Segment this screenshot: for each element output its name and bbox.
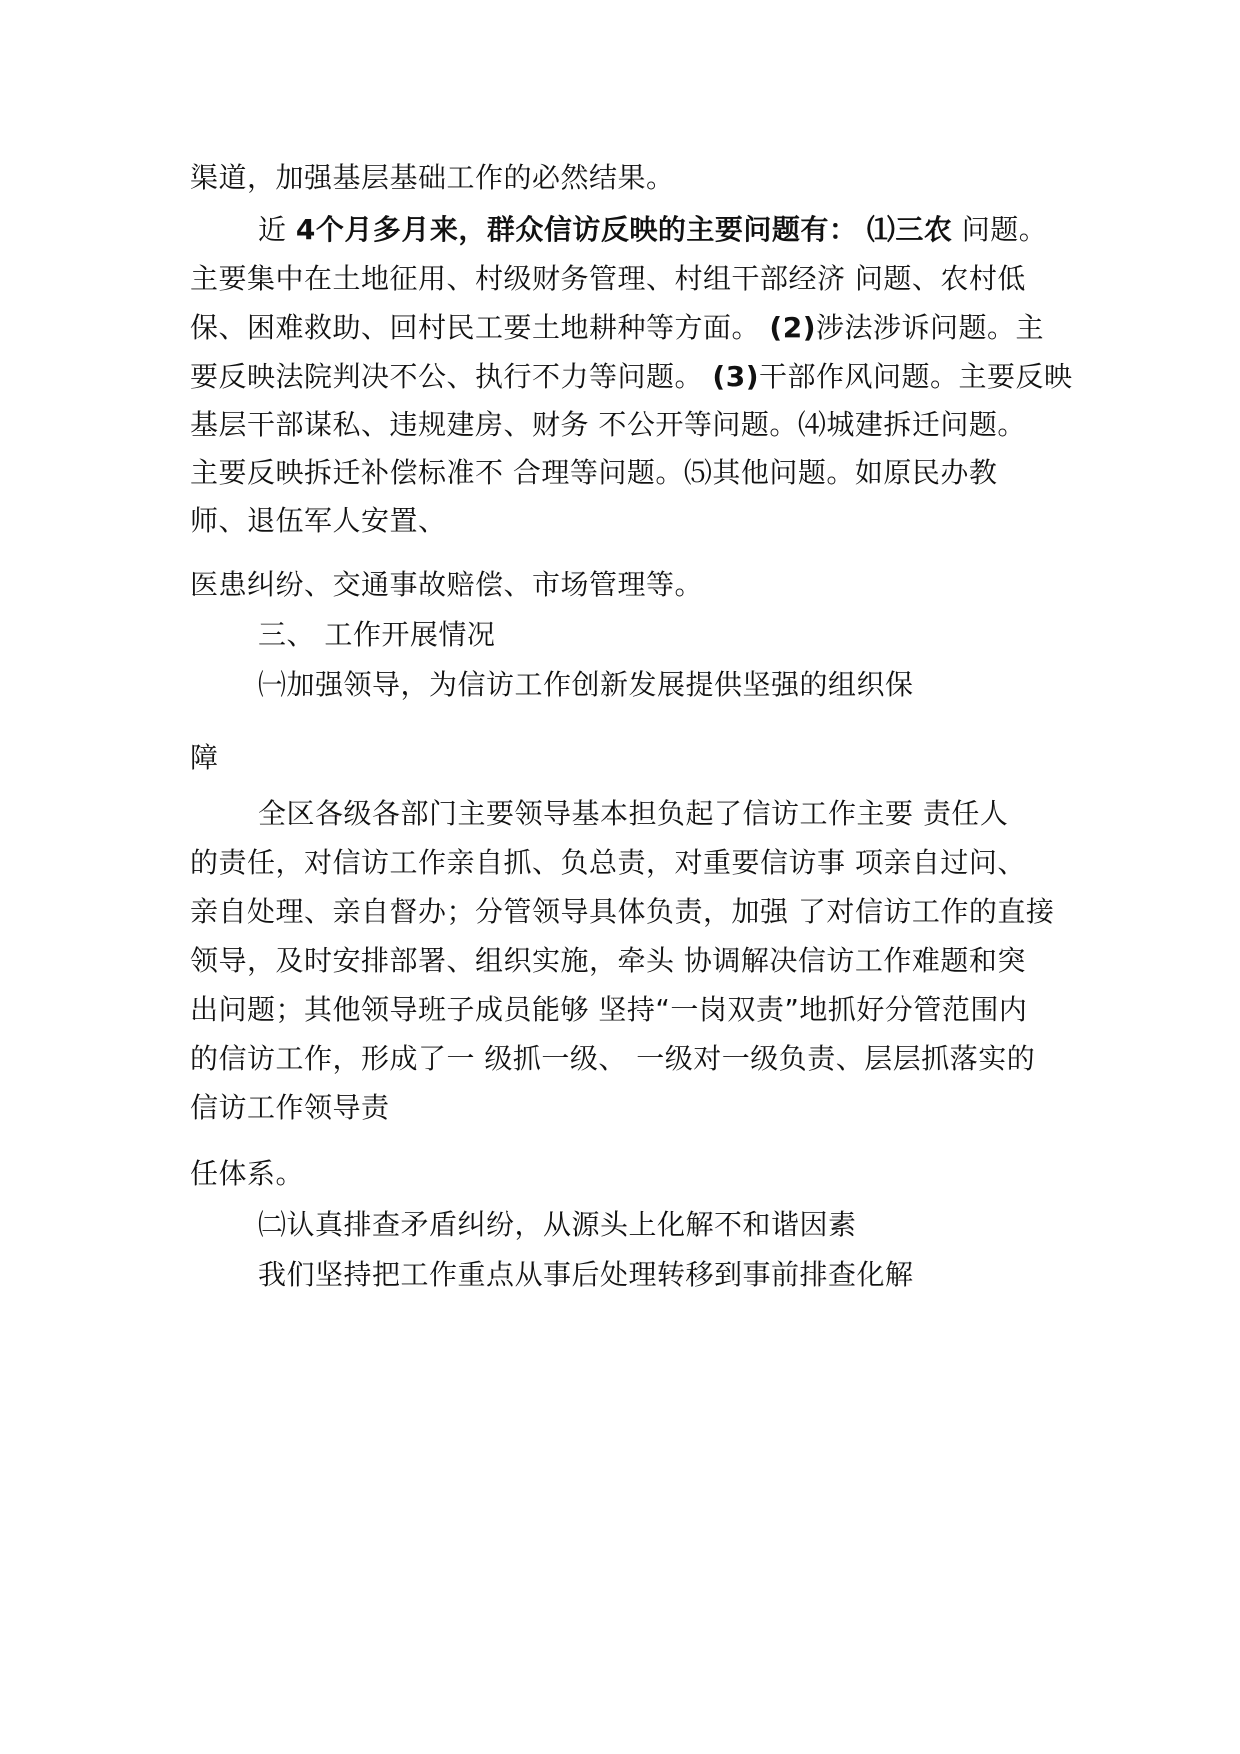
text-span: 要反映法院判决不公、执行不力等问题。	[190, 360, 704, 393]
subsection-heading: ㈡认真排查矛盾纠纷，从源头上化解不和谐因素	[258, 1208, 857, 1241]
text-line: 主要反映拆迁补偿标准不 合理等问题。⑸其他问题。如原民办教	[190, 456, 998, 489]
text-line: 基层干部谋私、违规建房、财务 不公开等问题。⑷城建拆迁问题。	[190, 408, 1026, 441]
text-line: 师、退伍军人安置、	[190, 504, 447, 537]
text-line: 的责任，对信访工作亲自抓、负总责，对重要信访事 项亲自过问、	[190, 846, 1026, 879]
text-line: 我们坚持把工作重点从事后处理转移到事前排查化解	[258, 1258, 914, 1291]
text-line: 全区各级各部门主要领导基本担负起了信访工作主要 责任人	[258, 797, 1009, 830]
bold-text-span: (2)	[769, 311, 816, 344]
text-line: 亲自处理、亲自督办；分管领导具体负责，加强 了对信访工作的直接	[190, 895, 1055, 928]
text-line	[190, 359, 1073, 395]
text-line: 领导，及时安排部署、组织实施，牵头 协调解决信访工作难题和突	[190, 944, 1026, 977]
text-line: 障	[190, 741, 219, 774]
text-line: 医患纠纷、交通事故赔偿、市场管理等。	[190, 568, 704, 601]
text-line	[258, 212, 1138, 248]
text-line: 主要集中在土地征用、村级财务管理、村组干部经济 问题、农村低	[190, 262, 1026, 295]
text-span: 近	[258, 213, 287, 246]
text-line: 渠道，加强基层基础工作的必然结果。	[190, 161, 675, 194]
text-span: 干部作风问题。主要反映	[759, 360, 1073, 393]
section-heading: 三、 工作开展情况	[258, 618, 496, 651]
text-line: 任体系。	[190, 1157, 305, 1190]
bold-text-span: (3)	[712, 360, 759, 393]
text-line: 的信访工作，形成了一 级抓一级、 一级对一级负责、层层抓落实的	[190, 1042, 1036, 1075]
text-span: 涉法涉诉问题。主	[816, 311, 1045, 344]
text-line: 信访工作领导责	[190, 1091, 390, 1124]
subsection-heading: ㈠加强领导，为信访工作创新发展提供坚强的组织保	[258, 668, 914, 701]
bold-text-span: 4个月多月来，群众信访反映的主要问题有：	[295, 213, 858, 246]
text-span: 问题。	[961, 213, 1048, 246]
text-span: 保、困难救助、回村民工要土地耕种等方面。	[190, 311, 761, 344]
bold-text-span: ⑴三农	[866, 213, 953, 246]
text-line: 出问题；其他领导班子成员能够 坚持“一岗双责”地抓好分管范围内	[190, 993, 1028, 1026]
text-line	[190, 310, 1070, 346]
